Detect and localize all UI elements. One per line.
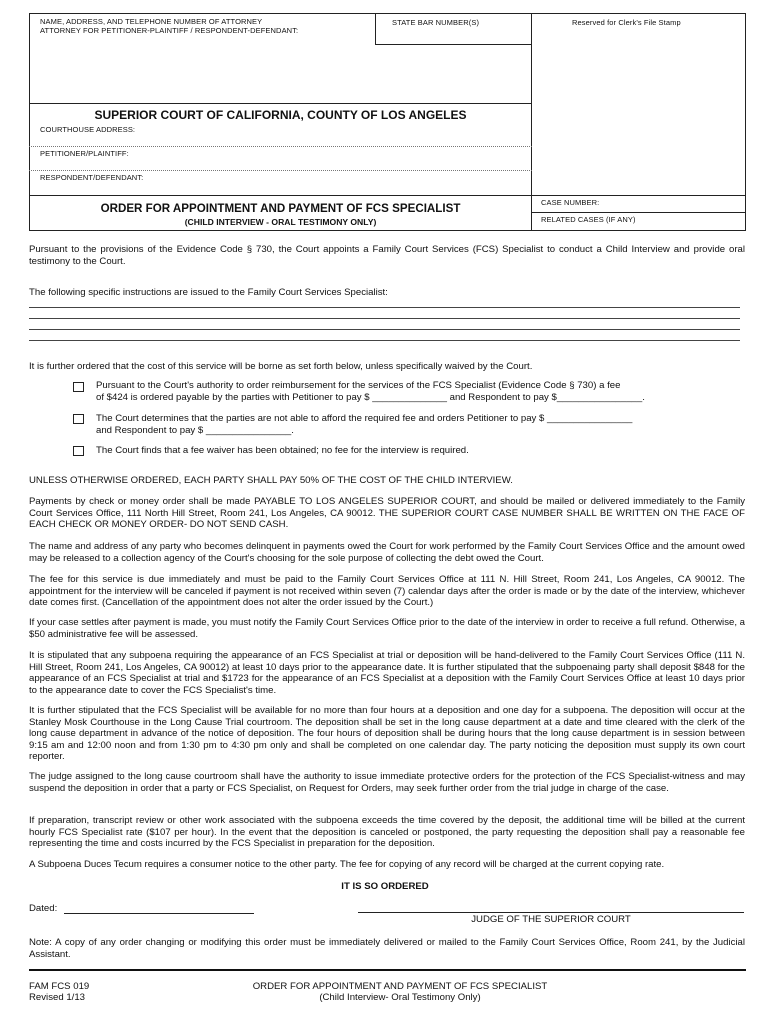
clerk-stamp-label: Reserved for Clerk's File Stamp: [572, 18, 681, 27]
court-title: SUPERIOR COURT OF CALIFORNIA, COUNTY OF LOS ANGELES: [94, 108, 467, 122]
related-cases-label: RELATED CASES (IF ANY): [541, 215, 636, 224]
judge-signature-line[interactable]: [358, 912, 744, 913]
fee-option-3-checkbox[interactable]: [73, 446, 84, 456]
state-bar-label: STATE BAR NUMBER(S): [392, 18, 480, 27]
fee-option-2: The Court determines that the parties are not able to afford the required fee and orders Petitioner to pay $ ________________ and Respondent to pay $ ________________.: [96, 413, 633, 436]
instruction-line[interactable]: [29, 340, 740, 341]
payments-paragraph: Payments by check or money order shall be made PAYABLE TO LOS ANGELES SUPERIOR COURT, and should be mailed or delivered immediately to the Family Court Services Office, 111 North Hill Street, Room 241, Los Angeles, CA 90012. THE SUPERIOR COURT CASE NUMBER SHALL BE WRITTEN ON THE FACE OF EACH CHECK OR MONEY ORDER- DO NOT SEND CASH.: [29, 496, 745, 531]
instruction-line[interactable]: [29, 318, 740, 319]
instructions-label: The following specific instructions are issued to the Family Court Services Specialist:: [29, 287, 388, 298]
delinquent-paragraph: The name and address of any party who becomes delinquent in payments owed the Court for work performed by the Family Court Services Office and the amount owed may be released to a collection agency of the Court's choosing for the sole purpose of collecting the debt owed the Court.: [29, 541, 745, 564]
instruction-line[interactable]: [29, 329, 740, 330]
case-number-label: CASE NUMBER:: [541, 198, 600, 207]
form-id: FAM FCS 019: [29, 981, 90, 992]
judge-authority-paragraph: The judge assigned to the long cause courtroom shall have the authority to issue immediate protective orders for the protection of the FCS Specialist-witness and may suspend the deposition in order that a party or FCS Specialist, on Request for Orders, may seek further order from the trial judge in charge of the case.: [29, 771, 745, 794]
cost-intro: It is further ordered that the cost of this service will be borne as set forth below, unless specifically waived by the Court.: [29, 361, 533, 372]
fee-option-3: The Court finds that a fee waiver has been obtained; no fee for the interview is required.: [96, 445, 469, 456]
settles-paragraph: If your case settles after payment is made, you must notify the Family Court Services Office prior to the date of the interview in order to receive a full refund. Otherwise, a $50 administrative fee will be assessed.: [29, 617, 745, 640]
footer-title: ORDER FOR APPOINTMENT AND PAYMENT OF FCS SPECIALIST (Child Interview- Oral Testimony Only): [252, 981, 548, 1003]
order-subtitle: (CHILD INTERVIEW - ORAL TESTIMONY ONLY): [184, 217, 377, 227]
fee-due-paragraph: The fee for this service is due immediately and must be paid to the Family Court Services Office at 111 N. Hill Street, Room 241, Los Angeles, CA 90012. The appointment for the interview will be canceled if payment is not received within seven (7) calendar days after the order is made or by the date of the interview, whichever date comes first. (Cancellation of the appointment does not alter the order issued by the Court.): [29, 574, 745, 609]
respondent-label: RESPONDENT/DEFENDANT:: [40, 173, 144, 182]
dated-label: Dated:: [29, 903, 58, 914]
dated-line[interactable]: [64, 913, 254, 914]
fee-option-1: Pursuant to the Court's authority to order reimbursement for the services of the FCS Specialist (Evidence Code § 730) a fee of $424 is ordered payable by the parties with Petitioner to pay $ ______________ and Respondent to pay $________________.: [96, 380, 645, 403]
revised-date: Revised 1/13: [29, 992, 85, 1003]
preparation-paragraph: If preparation, transcript review or other work associated with the subpoena exceeds the time covered by the deposit, the additional time will be billed at the current hourly FCS Specialist rate ($107 per hour). In the event that the deposition is canceled or postponed, the party requesting the deposition shall pay a reasonable fee representing the time and costs incurred by the FCS Specialist in preparation for the deposition.: [29, 815, 745, 850]
unless-paragraph: UNLESS OTHERWISE ORDERED, EACH PARTY SHALL PAY 50% OF THE COST OF THE CHILD INTERVIEW.: [29, 475, 513, 486]
instruction-line[interactable]: [29, 307, 740, 308]
clerk-stamp-box: [531, 13, 746, 196]
note-paragraph: Note: A copy of any order changing or modifying this order must be immediately delivered or mailed to the Family Court Services Office, Room 241, by the Judicial Assistant.: [29, 937, 745, 960]
fee-option-1-checkbox[interactable]: [73, 382, 84, 392]
duces-paragraph: A Subpoena Duces Tecum requires a consumer notice to the other party. The fee for copying of any record will be charged at the current copying rate.: [29, 859, 665, 870]
availability-paragraph: It is further stipulated that the FCS Specialist will be available for no more than four hours at a deposition and one day for a subpoena. The deposition will occur at the Stanley Mosk Courthouse in the Long Cause Trial courtroom. The deposition shall be set in the long cause department at a date and time cleared with the clerk of the long cause department in advance of the notice of deposition. The four hours of deposition shall be during hours that the long cause department is in session between 9:15 am and 12:00 noon and from 1:30 pm to 4:30 pm only and shall be completed on one calendar day. The party noticing the deposition must supply its own court reporter.: [29, 705, 745, 763]
footer-rule: [29, 969, 746, 971]
so-ordered: IT IS SO ORDERED: [341, 881, 429, 892]
judge-label: JUDGE OF THE SUPERIOR COURT: [471, 914, 631, 925]
petitioner-label: PETITIONER/PLAINTIFF:: [40, 149, 129, 158]
attorney-box[interactable]: [29, 13, 532, 231]
intro-paragraph: Pursuant to the provisions of the Evidence Code § 730, the Court appoints a Family Court Services (FCS) Specialist to conduct a Child Interview and provide oral testimony to the Court.: [29, 244, 745, 267]
order-title: ORDER FOR APPOINTMENT AND PAYMENT OF FCS SPECIALIST: [100, 202, 461, 215]
attorney-label: NAME, ADDRESS, AND TELEPHONE NUMBER OF ATTORNEY ATTORNEY FOR PETITIONER-PLAINTIFF / RESPONDENT-DEFENDANT:: [40, 17, 299, 35]
fee-option-2-checkbox[interactable]: [73, 414, 84, 424]
subpoena-paragraph: It is stipulated that any subpoena requiring the appearance of an FCS Specialist at trial or deposition will be hand-delivered to the Family Court Services Office (111 N. Hill Street, Room 241, Los Angeles, CA 90012) at least 10 days prior to the appearance date. It is further stipulated that the subpoenaing party shall deposit $848 for the appearance of an FCS Specialist at trial and $1723 for the appearance of an FCS Specialist at a deposition with the Family Court Services Office at least 10 days prior to the appearance date to cover the FCS Specialist's time.: [29, 650, 745, 696]
courthouse-label: COURTHOUSE ADDRESS:: [40, 125, 136, 134]
